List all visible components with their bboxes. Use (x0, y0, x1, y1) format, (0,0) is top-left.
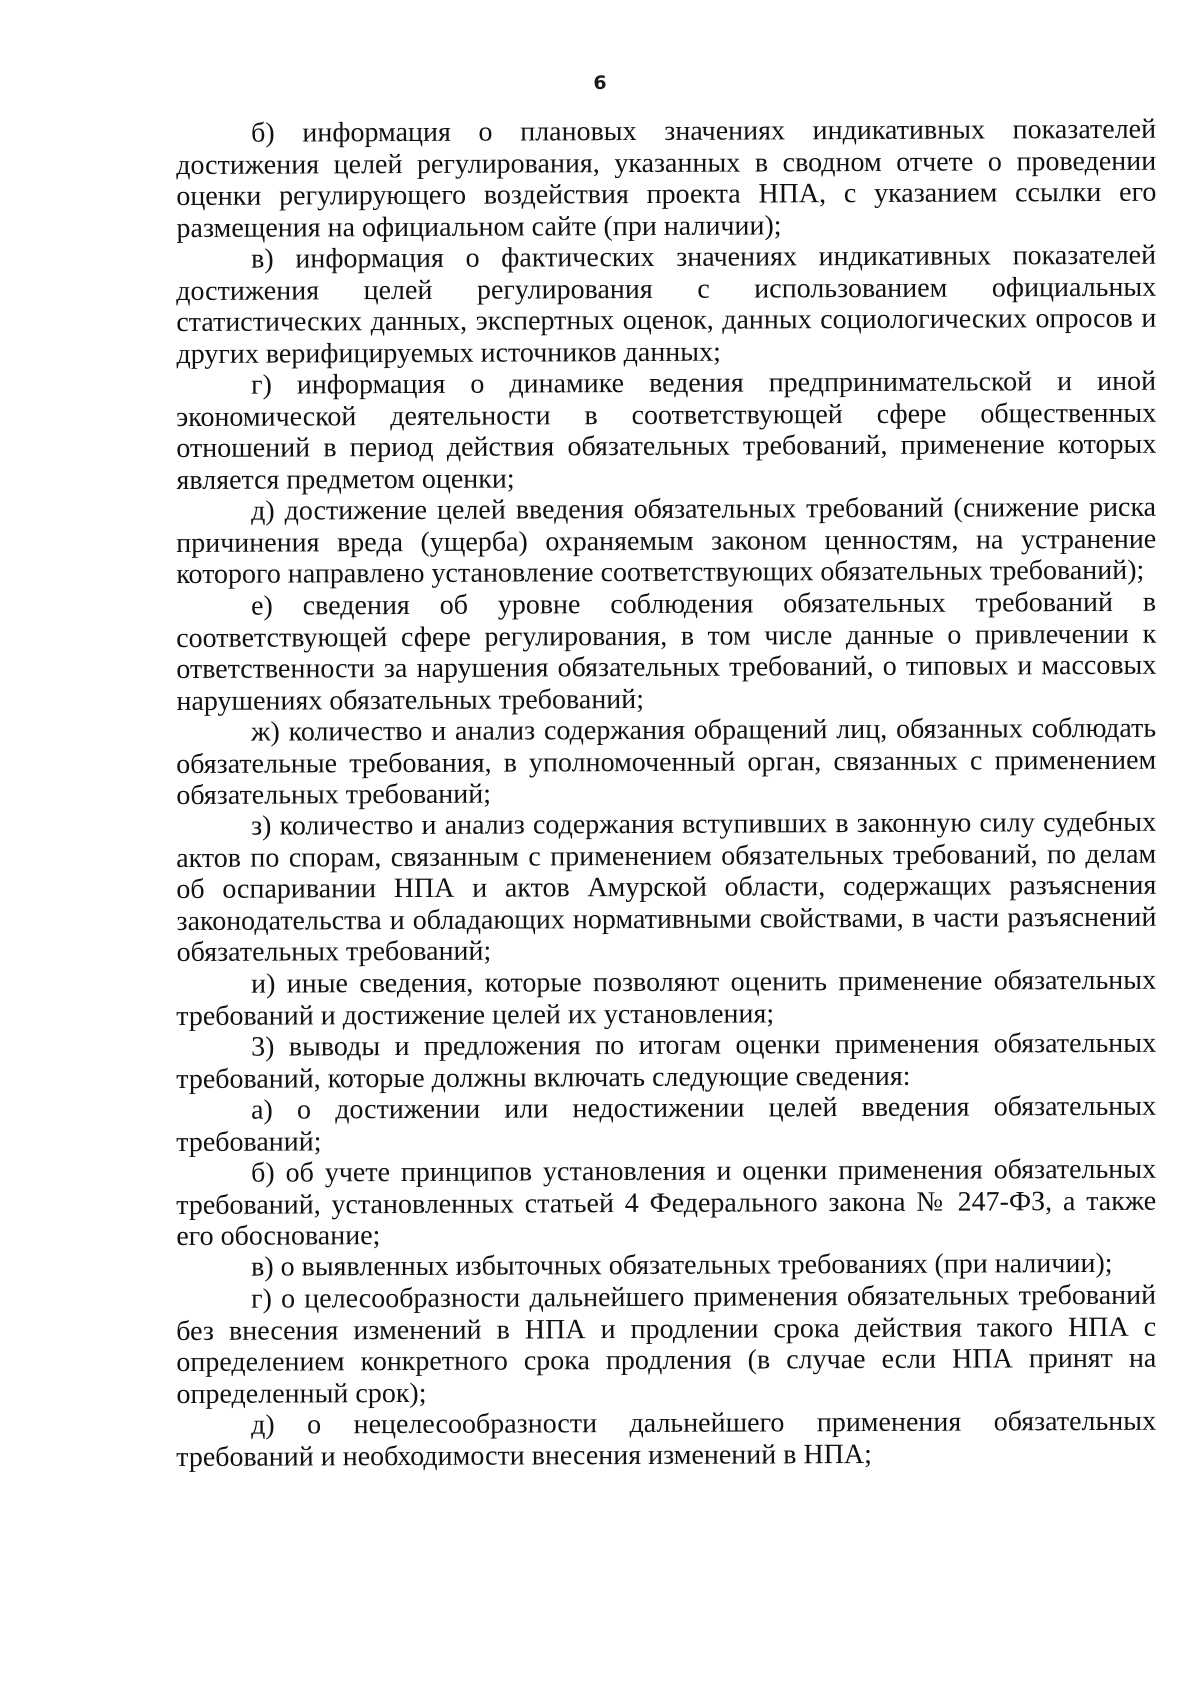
paragraph-3-conclusions: 3) выводы и предложения по итогам оценки применения обязательных требований, которые должны включать следующие сведения: (176, 1027, 1157, 1094)
paragraph-v-excessive-requirements: в) о выявленных избыточных обязательных требованиях (при наличии); (250, 1247, 1113, 1283)
paragraph-z-court-acts: з) количество и анализ содержания вступивших в законную силу судебных актов по спорам, связанным с применением обязательных требований, по делам об оспаривании НПА и актов Амурской области, содержащих разъяснения законодательства и обладающих нормативными свойствами, в части разъяснений обязательных требований; (176, 806, 1157, 968)
paragraph-zh-appeals-analysis: ж) количество и анализ содержания обращений лиц, обязанных соблюдать обязательные требования, в уполномоченный орган, связанных с применением обязательных требований; (176, 712, 1157, 811)
page-number: 6 (593, 72, 607, 94)
paragraph-i-other-info: и) иные сведения, которые позволяют оценить применение обязательных требований и достижение целей их установления; (176, 964, 1157, 1031)
paragraph-v-actual-indicators: в) информация о фактических значениях индикативных показателей достижения целей регулирования с использованием официальных статистических данных, экспертных оценок, данных социологических опросов и других верифицируемых источников данных; (176, 239, 1157, 370)
paragraph-b-planned-indicators: б) информация о плановых значениях индикативных показателей достижения целей регулирования, указанных в сводном отчете о проведении оценки регулирующего воздействия проекта НПА, с указанием ссылки его размещения на официальном сайте (при наличии); (176, 113, 1157, 244)
paragraph-g-business-dynamics: г) информация о динамике ведения предпринимательской и иной экономической деятельности в соответствующей сфере общественных отношений в период действия обязательных требований, применение которых является предметом оценки; (176, 365, 1157, 496)
paragraph-e-compliance-level: е) сведения об уровне соблюдения обязательных требований в соответствующей сфере регулирования, в том числе данные о привлечении к ответственности за нарушения обязательных требований, о типовых и массовых нарушениях обязательных требований; (176, 586, 1157, 716)
paragraph-b-principles: б) об учете принципов установления и оценки применения обязательных требований, установленных статьей 4 Федерального закона № 247-ФЗ, а также его обоснование; (176, 1153, 1157, 1252)
paragraph-d-goals-achievement: д) достижение целей введения обязательных требований (снижение риска причинения вреда (ущерба) охраняемым законом ценностям, на устранение которого направлено установление соответствующих обязательных требований); (176, 491, 1157, 590)
paragraph-d-inexpediency: д) о нецелесообразности дальнейшего применения обязательных требований и необходимости внесения изменений в НПА; (176, 1405, 1157, 1472)
paragraph-g-continued-application: г) о целесообразности дальнейшего применения обязательных требований без внесения изменений в НПА и продлении срока действия такого НПА с определением конкретного срока продления (в случае если НПА принят на определенный срок); (176, 1279, 1157, 1409)
document-body (176, 113, 1157, 1473)
paragraph-a-goals-reached: а) о достижении или недостижении целей введения обязательных требований; (176, 1090, 1157, 1157)
